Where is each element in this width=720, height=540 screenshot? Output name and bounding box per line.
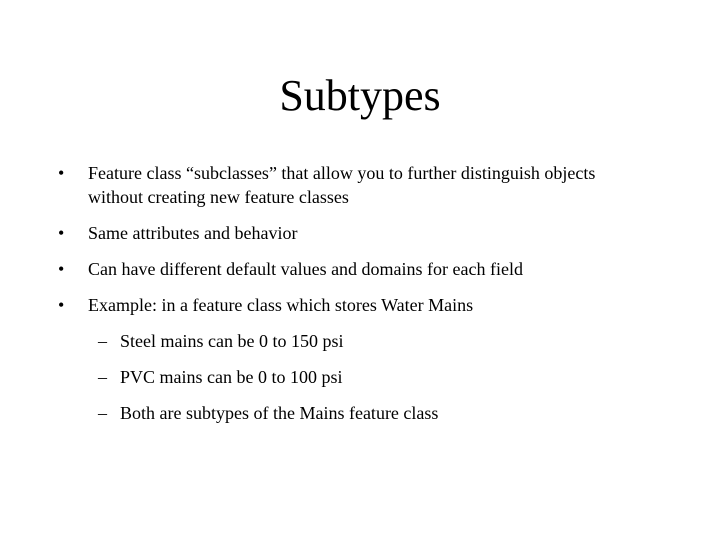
bullet-text-continued: without creating new feature classes bbox=[88, 187, 349, 207]
sub-bullet-text: PVC mains can be 0 to 100 psi bbox=[120, 367, 343, 387]
bullet-marker: • bbox=[58, 163, 65, 183]
bullet-text: Can have different default values and domains for each field bbox=[88, 259, 523, 279]
sub-bullet-marker: – bbox=[98, 331, 107, 351]
sub-bullet-text: Both are subtypes of the Mains feature class bbox=[120, 403, 439, 423]
bullet-marker: • bbox=[58, 295, 65, 315]
bullet-marker: • bbox=[58, 259, 65, 279]
sub-bullet-text: Steel mains can be 0 to 150 psi bbox=[120, 331, 344, 351]
slide-title: Subtypes bbox=[279, 71, 441, 120]
bullet-item bbox=[58, 293, 678, 317]
sub-bullet-item bbox=[98, 401, 658, 425]
bullet-text: Same attributes and behavior bbox=[88, 223, 298, 243]
bullet-text: Feature class “subclasses” that allow you to further distinguish objects bbox=[88, 163, 596, 183]
bullet-item bbox=[58, 161, 678, 209]
sub-bullet-item bbox=[98, 365, 658, 389]
sub-bullet-marker: – bbox=[98, 403, 107, 423]
bullet-item bbox=[58, 257, 678, 281]
sub-bullet-item bbox=[98, 329, 658, 353]
bullet-text: Example: in a feature class which stores Water Mains bbox=[88, 295, 474, 315]
sub-bullet-marker: – bbox=[98, 367, 107, 387]
bullet-marker: • bbox=[58, 223, 65, 243]
bullet-item bbox=[58, 221, 678, 245]
